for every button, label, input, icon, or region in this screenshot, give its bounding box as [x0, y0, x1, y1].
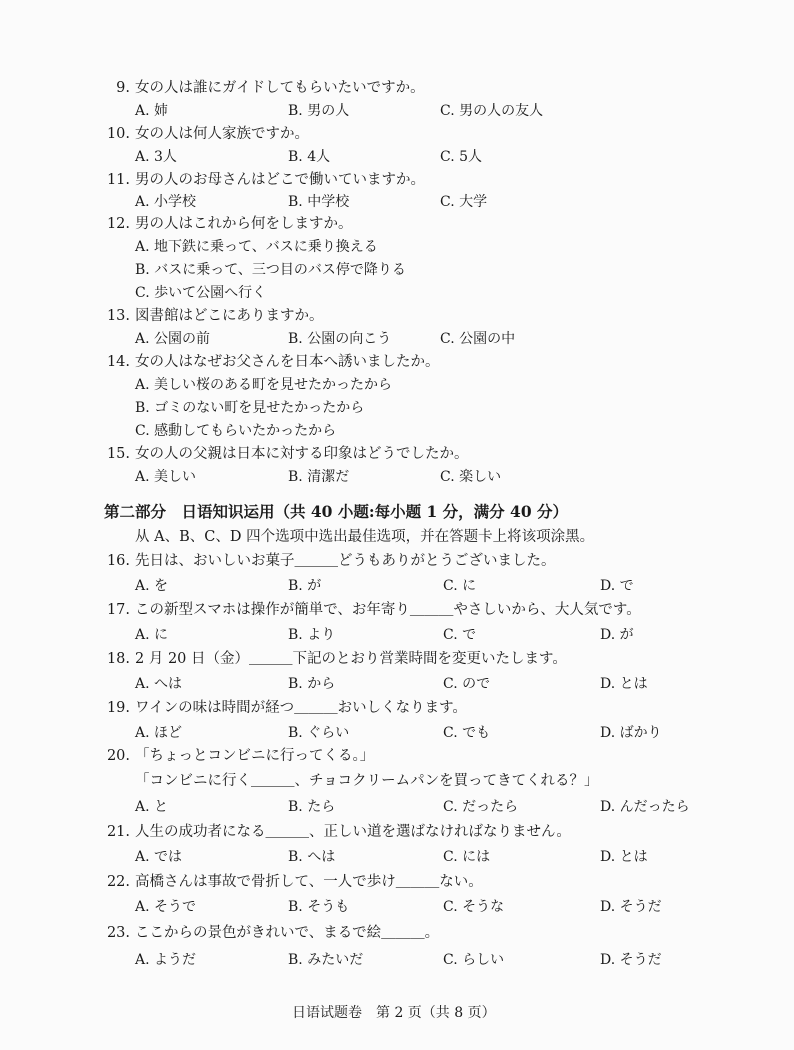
option-a: A. と [135, 799, 169, 815]
option-d: D. そうだ [600, 899, 662, 915]
question-text: 女の人はなぜお父さんを日本へ誘いましたか。 [135, 354, 440, 370]
option-d: D. んだったら [600, 799, 690, 815]
question-number: 12. [106, 216, 130, 232]
question-text: 女の人は何人家族ですか。 [135, 126, 309, 142]
option-b: B. 中学校 [288, 194, 350, 210]
option-a: A. 美しい [135, 469, 197, 485]
option-c: C. 大学 [440, 194, 488, 210]
section-title: 第二部分 日语知识运用（共 40 小题:每小题 1 分，满分 40 分） [104, 502, 569, 521]
question-text: ここからの景色がきれいで、まるで絵＿＿＿。 [135, 925, 440, 941]
option-c: C. 5人 [440, 149, 483, 165]
question-text: ワインの味は時間が経つ＿＿＿おいしくなります。 [135, 700, 467, 716]
option-a: A. 公園の前 [135, 331, 211, 347]
question-number: 10. [106, 126, 130, 142]
option-d: D. とは [600, 676, 648, 692]
option-c: C. には [443, 849, 491, 865]
option-b: B. へは [288, 849, 336, 865]
question-number: 13. [106, 308, 130, 324]
question-number: 15. [106, 446, 130, 462]
option-d: D. そうだ [600, 952, 662, 968]
option-a: A. 美しい桜のある町を見せたかったから [135, 377, 393, 393]
option-a: A. では [135, 849, 183, 865]
question-text: 高橋さんは事故で骨折して、一人で歩け＿＿＿ない。 [135, 874, 483, 890]
option-a: A. ようだ [135, 952, 197, 968]
option-b: B. みたいだ [288, 952, 364, 968]
option-c: C. ので [443, 676, 491, 692]
option-c: C. でも [443, 725, 491, 741]
question-number: 23. [106, 925, 130, 941]
question-text: 「ちょっとコンビニに行ってくる。」 [135, 748, 375, 764]
option-b: B. 清潔だ [288, 469, 350, 485]
option-c: C. 公園の中 [440, 331, 516, 347]
question-number: 19. [106, 700, 130, 716]
option-a: A. へは [135, 676, 183, 692]
question-number: 16. [106, 553, 130, 569]
option-c: C. そうな [443, 899, 505, 915]
option-d: D. が [600, 627, 634, 643]
option-b: B. 4人 [288, 149, 331, 165]
question-text: 人生の成功者になる＿＿＿、正しい道を選ばなければなりません。 [135, 824, 571, 840]
option-d: D. で [600, 578, 634, 594]
option-b: B. 公園の向こう [288, 331, 392, 347]
option-b: B. 男の人 [288, 103, 350, 119]
option-a: A. を [135, 578, 169, 594]
option-a: A. に [135, 627, 169, 643]
option-a: A. ほど [135, 725, 183, 741]
option-a: A. 地下鉄に乗って、バスに乗り換える [135, 239, 378, 255]
option-b: B. たら [288, 799, 336, 815]
question-text: 男の人のお母さんはどこで働いていますか。 [135, 172, 425, 188]
option-b: B. そうも [288, 899, 350, 915]
question-number: 9. [116, 80, 130, 96]
option-b: B. バスに乗って、三つ目のバス停で降りる [135, 262, 406, 278]
page-footer: 日语试题卷 第 2 页（共 8 页） [292, 1005, 496, 1021]
option-b: B. が [288, 578, 322, 594]
question-number: 21. [106, 824, 130, 840]
question-text: この新型スマホは操作が簡単で、お年寄り＿＿＿やさしいから、大人気です。 [135, 602, 641, 618]
question-text: 先日は、おいしいお菓子＿＿＿どうもありがとうございました。 [135, 553, 556, 569]
question-text: 女の人は誰にガイドしてもらいたいですか。 [135, 80, 425, 96]
question-number: 18. [106, 651, 130, 667]
question-number: 20. [106, 748, 130, 764]
question-number: 22. [106, 874, 130, 890]
option-a: A. 姉 [135, 103, 169, 119]
option-d: D. ばかり [600, 725, 662, 741]
option-c: C. 楽しい [440, 469, 502, 485]
question-text-line-2: 「コンビニに行く＿＿＿、チョコクリームパンを買ってきてくれる？」 [135, 773, 599, 789]
option-a: A. 3人 [135, 149, 177, 165]
option-c: C. に [443, 578, 477, 594]
option-c: C. だったら [443, 799, 519, 815]
option-b: B. より [288, 627, 336, 643]
question-text: 図書館はどこにありますか。 [135, 308, 324, 324]
question-text: 女の人の父親は日本に対する印象はどうでしたか。 [135, 446, 469, 462]
question-number: 17. [106, 602, 130, 618]
option-b: B. から [288, 676, 336, 692]
option-b: B. ぐらい [288, 725, 350, 741]
option-c: C. 感動してもらいたかったから [135, 423, 337, 439]
option-c: C. で [443, 627, 477, 643]
section-instruction: 从 A、B、C、D 四个选项中选出最佳选项，并在答题卡上将该项涂黑。 [135, 529, 595, 545]
option-c: C. 歩いて公園へ行く [135, 285, 267, 301]
question-text: 2 月 20 日（金）＿＿＿下記のとおり営業時間を変更いたします。 [135, 651, 567, 667]
option-a: A. そうで [135, 899, 197, 915]
question-text: 男の人はこれから何をしますか。 [135, 216, 353, 232]
question-number: 14. [106, 354, 130, 370]
option-c: C. 男の人の友人 [440, 103, 544, 119]
option-b: B. ゴミのない町を見せたかったから [135, 400, 365, 416]
option-c: C. らしい [443, 952, 505, 968]
question-number: 11. [106, 172, 130, 188]
option-d: D. とは [600, 849, 648, 865]
option-a: A. 小学校 [135, 194, 197, 210]
